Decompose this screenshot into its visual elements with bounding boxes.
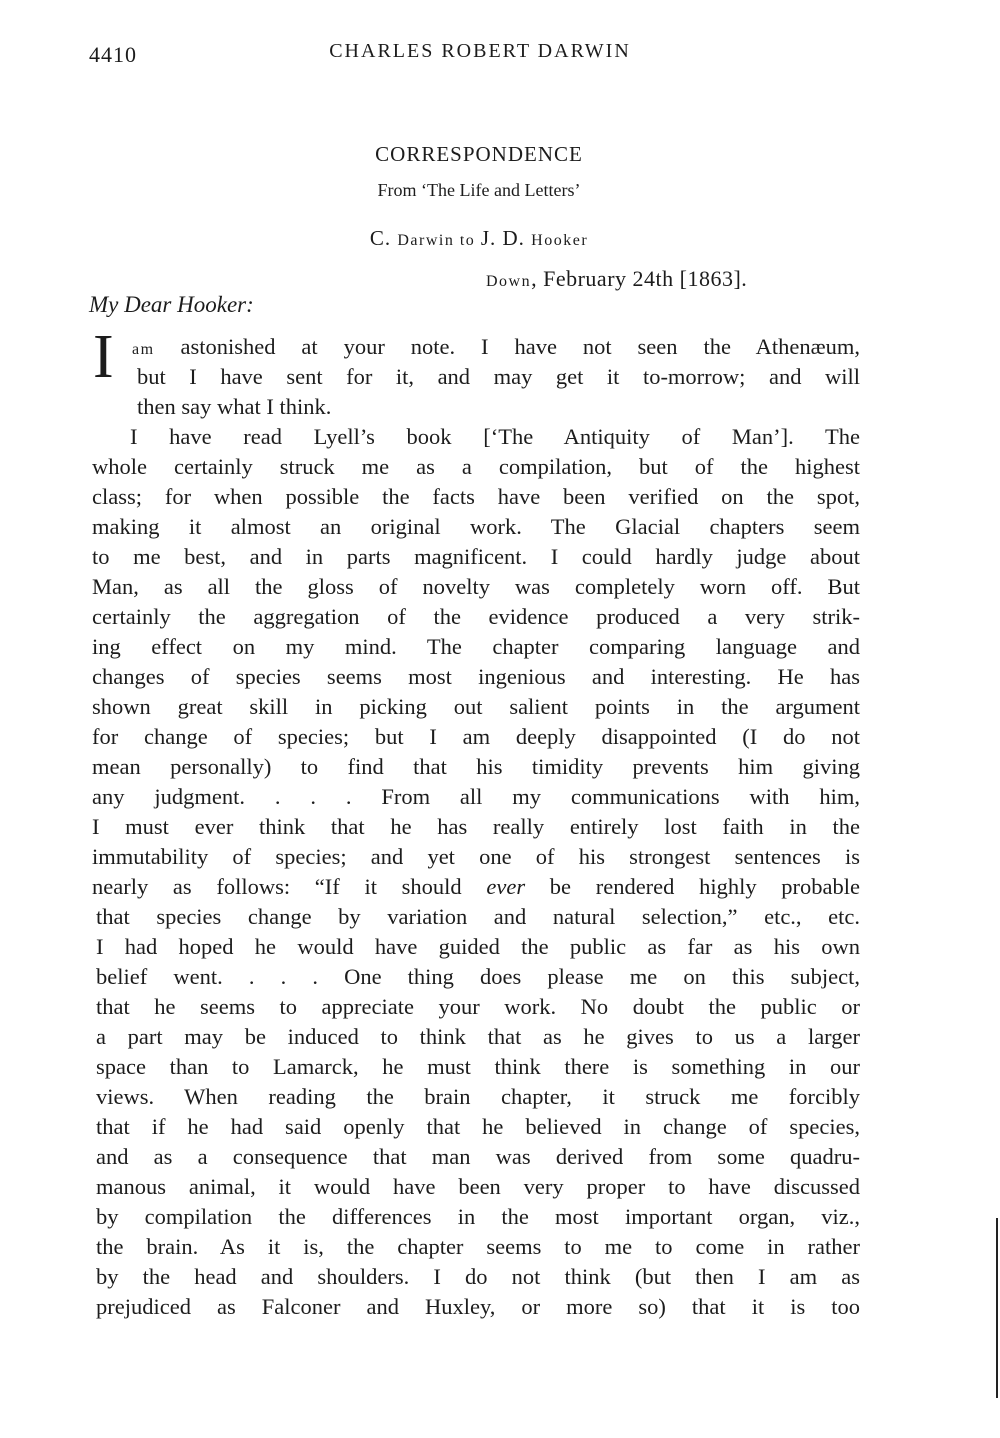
text-line [132, 332, 860, 362]
heading-recipient-initials: J. D. [480, 226, 532, 250]
dateline [486, 266, 747, 292]
text-line-content: astonished at your note. I have not seen the Athenæum, [180, 334, 860, 359]
text-line: making it almost an original work. The Glacial chapters seem [92, 514, 860, 539]
dateline-date: , February 24th [1863]. [531, 266, 748, 291]
running-head: CHARLES ROBERT DARWIN [329, 40, 631, 62]
text-line: I must ever think that he has really entirely lost faith in the [92, 814, 860, 839]
text-line: that species change by variation and natural selection,” etc., etc. [96, 904, 860, 929]
text-line: space than to Lamarck, he must think there is something in our [96, 1054, 860, 1079]
margin-rule [996, 1218, 998, 1398]
text-line-content: nearly as follows: “If it should [92, 874, 462, 899]
page-number: 4410 [89, 42, 137, 67]
heading-to: to [454, 232, 481, 249]
text-line: class; for when possible the facts have been verified on the spot, [92, 484, 860, 509]
text-line: to me best, and in parts magnificent. I could hardly judge about [92, 544, 860, 569]
source-note: From ‘The Life and Letters’ [377, 180, 581, 200]
first-word-small-caps: am [132, 341, 155, 358]
heading-from-initial: C. [369, 226, 398, 250]
heading-from-name: Darwin [397, 232, 455, 249]
salutation: My Dear Hooker: [89, 292, 254, 317]
text-line: and as a consequence that man was derived from some quadru- [96, 1144, 860, 1169]
text-line: whole certainly struck me as a compilation, but of the highest [92, 454, 860, 479]
text-line: a part may be induced to think that as he gives to us a larger [96, 1024, 860, 1049]
text-line: then say what I think. [137, 394, 332, 419]
text-line: shown great skill in picking out salient points in the argument [92, 694, 860, 719]
text-line: certainly the aggregation of the evidence produced a very strik- [92, 604, 860, 629]
text-line: manous animal, it would have been very proper to have discussed [96, 1174, 860, 1199]
heading-recipient-name: Hooker [531, 232, 589, 249]
text-line: by compilation the differences in the most important organ, viz., [96, 1204, 860, 1229]
text-line: prejudiced as Falconer and Huxley, or more so) that it is too [96, 1294, 860, 1319]
drop-cap: I [93, 323, 114, 391]
text-line: mean personally) to find that his timidity prevents him giving [92, 754, 860, 779]
text-line: by the head and shoulders. I do not think (but then I am as [96, 1264, 860, 1289]
text-line: for change of species; but I am deeply disappointed (I do not [92, 724, 860, 749]
text-line: views. When reading the brain chapter, it struck me forcibly [96, 1084, 860, 1109]
text-line: I have read Lyell’s book [‘The Antiquity of Man’]. The [130, 424, 860, 449]
text-line: the brain. As it is, the chapter seems to me to come in rather [96, 1234, 860, 1259]
text-line-content: be rendered highly probable [549, 874, 861, 899]
letter-heading [0, 226, 958, 251]
text-line: changes of species seems most ingenious and interesting. He has [92, 664, 860, 689]
text-line [92, 872, 860, 902]
text-line: that if he had said openly that he believed in change of species, [96, 1114, 860, 1139]
text-line: immutability of species; and yet one of his strongest sentences is [92, 844, 860, 869]
text-line: Man, as all the gloss of novelty was completely worn off. But [92, 574, 860, 599]
dateline-place: Down [486, 273, 532, 290]
text-line: belief went. . . . One thing does please me on this subject, [96, 964, 860, 989]
text-line: that he seems to appreciate your work. No doubt the public or [96, 994, 860, 1019]
text-line: I had hoped he would have guided the public as far as his own [96, 934, 860, 959]
text-line: but I have sent for it, and may get it to-morrow; and will [137, 364, 860, 389]
section-title: CORRESPONDENCE [375, 142, 583, 166]
text-line: ing effect on my mind. The chapter comparing language and [92, 634, 860, 659]
italic-word: ever [486, 874, 526, 899]
text-line: any judgment. . . . From all my communications with him, [92, 784, 860, 809]
